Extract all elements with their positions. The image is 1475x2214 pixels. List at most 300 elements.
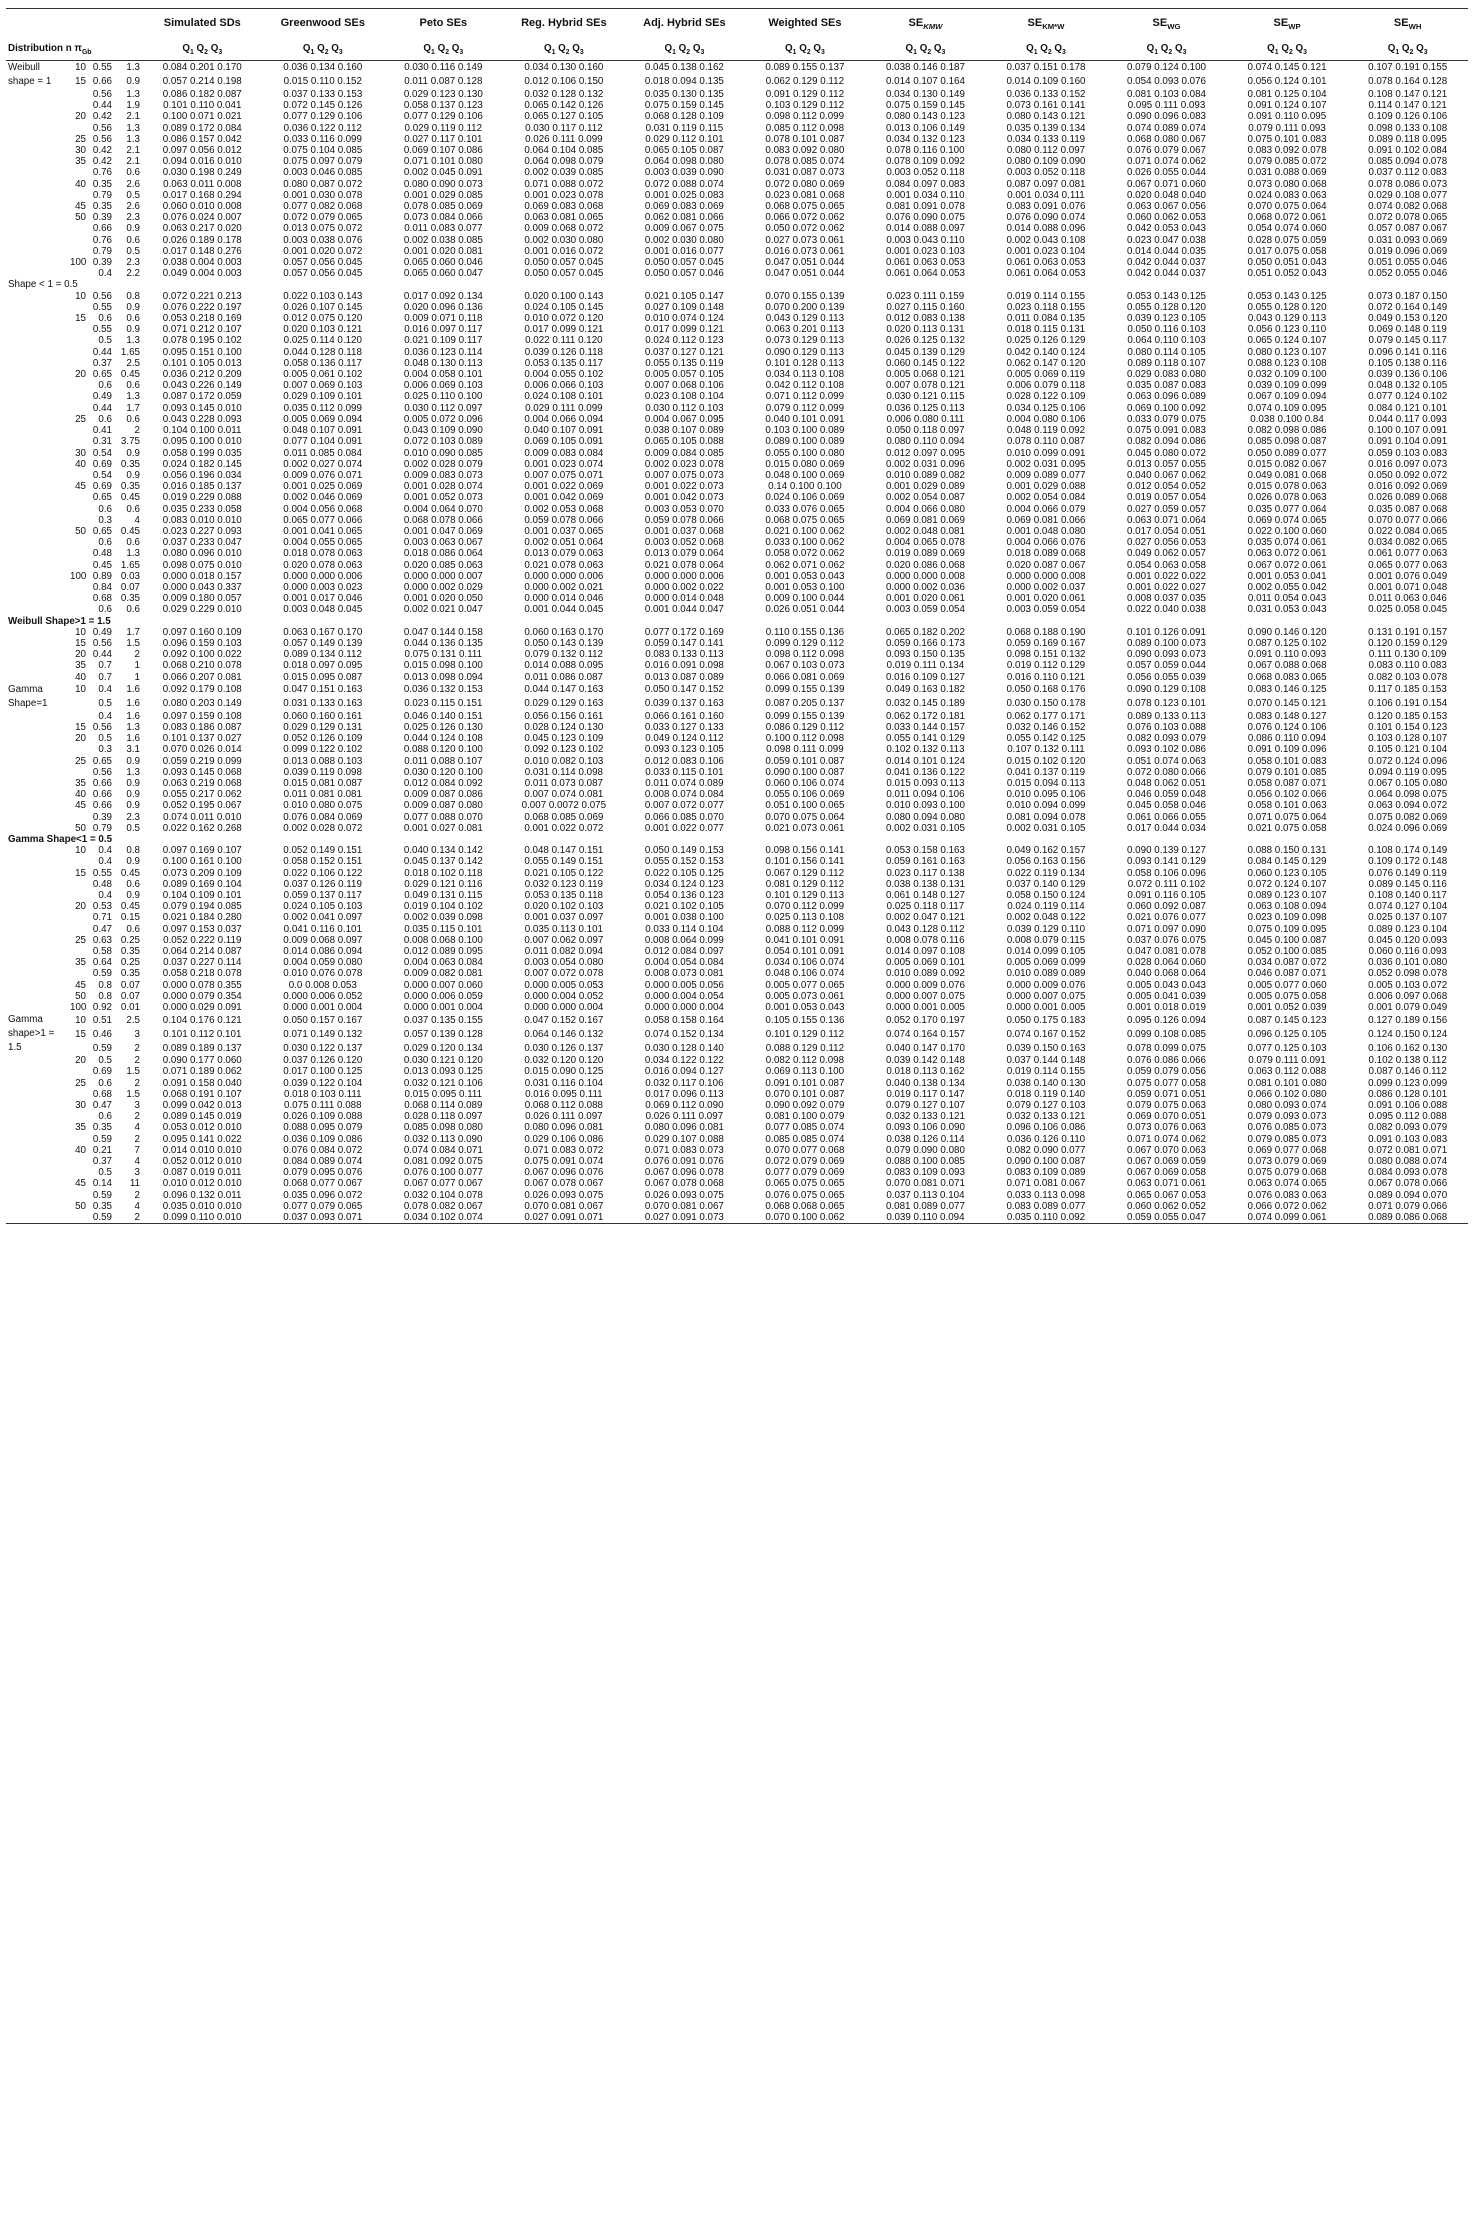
value-cell: 0.097 0.159 0.108 <box>162 710 242 722</box>
value-cell: 0.074 0.167 0.152 <box>1006 1028 1086 1040</box>
value-cell: 0.054 0.093 0.076 <box>1127 76 1207 88</box>
distribution-cell <box>6 1145 68 1156</box>
value-cell: 0.080 0.110 0.094 <box>886 436 965 448</box>
value-cell: 0.056 0.055 0.039 <box>1127 671 1207 683</box>
value-cell: 0.104 0.100 0.011 <box>163 425 242 437</box>
pi-cell: 0.66 <box>92 777 112 789</box>
n-cell <box>68 1156 88 1167</box>
value-cell: 0.027 0.059 0.057 <box>1127 503 1207 515</box>
value-cell: 0.042 0.044 0.037 <box>1127 257 1207 269</box>
distribution-cell <box>6 179 68 190</box>
col-header: Weighted SEs <box>768 16 842 29</box>
pi-cell: 0.56 <box>92 637 112 649</box>
value-cell: 0.090 0.100 0.087 <box>1006 1156 1086 1168</box>
value-cell: 0.067 0.105 0.080 <box>1368 777 1448 789</box>
value-cell: 0.000 0.002 0.037 <box>1006 581 1086 593</box>
value-cell: 0.021 0.109 0.117 <box>404 335 483 347</box>
value-cell: 0.018 0.115 0.131 <box>1006 324 1086 336</box>
value-cell: 0.084 0.097 0.083 <box>885 178 965 190</box>
value-cell: 0.101 0.112 0.101 <box>163 1028 242 1040</box>
value-cell: 0.008 0.074 0.084 <box>644 789 724 801</box>
distribution-cell <box>6 89 68 100</box>
value-cell: 0.069 0.074 0.065 <box>1247 514 1327 526</box>
value-cell: 0.063 0.011 0.008 <box>163 178 242 190</box>
param-cell: 0.45 <box>120 901 140 913</box>
value-cell: 0.000 0.029 0.091 <box>162 1002 242 1014</box>
value-cell: 0.097 0.160 0.109 <box>162 626 242 638</box>
value-cell: 0.069 0.148 0.119 <box>1368 324 1447 336</box>
quartile-subheader: $Q_1$ $Q_2$ $Q_3$ <box>1387 43 1428 57</box>
value-cell: 0.098 0.133 0.108 <box>1368 122 1448 134</box>
value-cell: 0.066 0.081 0.069 <box>765 671 845 683</box>
distribution-cell <box>6 111 68 122</box>
table-row <box>6 335 1468 346</box>
value-cell: 0.034 0.133 0.119 <box>1006 133 1086 145</box>
pi-cell: 0.8 <box>98 979 112 991</box>
value-cell: 0.012 0.083 0.138 <box>885 313 965 325</box>
value-cell: 0.026 0.111 0.097 <box>645 1111 724 1123</box>
value-cell: 0.057 0.056 0.045 <box>283 257 363 269</box>
value-cell: 0.059 0.147 0.141 <box>644 637 724 649</box>
value-cell: 0.010 0.094 0.099 <box>1006 800 1086 812</box>
value-cell: 0.037 0.076 0.075 <box>1127 934 1207 946</box>
value-cell: 0.034 0.130 0.160 <box>524 62 604 74</box>
table-row <box>6 1089 1468 1100</box>
value-cell: 0.084 0.093 0.078 <box>1368 1167 1448 1179</box>
value-cell: 0.014 0.086 0.094 <box>283 946 363 958</box>
value-cell: 0.071 0.074 0.062 <box>1127 156 1207 168</box>
value-cell: 0.030 0.112 0.097 <box>404 402 483 414</box>
value-cell: 0.001 0.017 0.046 <box>283 593 363 605</box>
pi-cell: 0.6 <box>98 604 112 616</box>
value-cell: 0.004 0.055 0.102 <box>524 369 604 381</box>
value-cell: 0.073 0.129 0.113 <box>765 335 845 347</box>
distribution-cell <box>6 425 68 436</box>
value-cell: 0.072 0.080 0.066 <box>1127 766 1207 778</box>
value-cell: 0.111 0.130 0.109 <box>1368 649 1447 661</box>
value-cell: 0.016 0.092 0.069 <box>1368 481 1448 493</box>
value-cell: 0.064 0.104 0.085 <box>524 145 604 157</box>
pi-cell: 0.68 <box>92 593 112 605</box>
value-cell: 0.001 0.053 0.100 <box>765 581 845 593</box>
value-cell: 0.058 0.101 0.083 <box>1247 755 1327 767</box>
value-cell: 0.068 0.112 0.088 <box>524 1100 603 1112</box>
value-cell: 0.043 0.228 0.093 <box>162 413 242 425</box>
value-cell: 0.004 0.066 0.076 <box>1006 537 1086 549</box>
value-cell: 0.089 0.172 0.084 <box>162 122 242 134</box>
value-cell: 0.035 0.110 0.092 <box>1006 1212 1086 1224</box>
value-cell: 0.010 0.095 0.106 <box>1006 789 1086 801</box>
table-row <box>6 1111 1468 1122</box>
n-cell <box>68 812 88 823</box>
value-cell: 0.073 0.076 0.063 <box>1127 1122 1207 1134</box>
value-cell: 0.073 0.187 0.150 <box>1368 290 1448 302</box>
value-cell: 0.099 0.123 0.099 <box>1368 1077 1448 1089</box>
n-cell: 30 <box>75 145 86 157</box>
value-cell: 0.099 0.155 0.139 <box>765 684 845 696</box>
pi-cell: 0.69 <box>92 1066 112 1078</box>
table-row <box>6 246 1468 257</box>
value-cell: 0.049 0.162 0.157 <box>1006 845 1086 857</box>
value-cell: 0.099 0.108 0.085 <box>1127 1028 1207 1040</box>
value-cell: 0.102 0.138 0.112 <box>1368 1055 1447 1067</box>
value-cell: 0.091 0.129 0.112 <box>765 89 845 100</box>
value-cell: 0.067 0.077 0.067 <box>403 1178 483 1190</box>
table-row <box>6 61 1468 76</box>
value-cell: 0.034 0.125 0.106 <box>1006 402 1086 414</box>
value-cell: 0.029 0.129 0.163 <box>524 698 604 710</box>
value-cell: 0.001 0.018 0.019 <box>1127 1002 1207 1014</box>
value-cell: 0.022 0.100 0.060 <box>1247 525 1327 537</box>
param-cell: 0.6 <box>126 923 140 935</box>
value-cell: 0.059 0.078 0.066 <box>524 514 604 526</box>
value-cell: 0.080 0.114 0.105 <box>1127 346 1206 358</box>
param-cell: 2 <box>134 1111 140 1123</box>
value-cell: 0.076 0.086 0.066 <box>1127 1055 1207 1067</box>
value-cell: 0.065 0.060 0.047 <box>403 268 483 280</box>
value-cell: 0.068 0.191 0.107 <box>162 1088 242 1100</box>
value-cell: 0.037 0.144 0.148 <box>1006 1055 1086 1067</box>
value-cell: 0.024 0.083 0.063 <box>1247 189 1327 201</box>
value-cell: 0.092 0.179 0.108 <box>162 684 242 696</box>
value-cell: 0.006 0.069 0.103 <box>403 380 483 392</box>
quartile-subheader: $Q_1$ $Q_2$ $Q_3$ <box>1267 43 1307 57</box>
n-cell: 35 <box>75 1122 86 1134</box>
value-cell: 0.009 0.087 0.080 <box>403 800 483 812</box>
value-cell: 0.076 0.085 0.073 <box>1247 1122 1327 1134</box>
value-cell: 0.091 0.158 0.040 <box>162 1077 242 1089</box>
param-cell: 1.65 <box>120 559 140 571</box>
distribution-cell <box>6 571 68 582</box>
distribution-cell <box>6 1156 68 1167</box>
value-cell: 0.022 0.106 0.122 <box>283 867 363 879</box>
value-cell: 0.021 0.078 0.064 <box>644 559 724 571</box>
n-cell: 40 <box>75 1144 86 1156</box>
pi-cell: 0.39 <box>92 811 112 823</box>
value-cell: 0.061 0.077 0.063 <box>1368 548 1448 560</box>
param-cell: 0.07 <box>120 979 140 991</box>
param-cell: 1.5 <box>126 1066 140 1078</box>
param-cell: 0.6 <box>126 234 140 246</box>
value-cell: 0.009 0.067 0.075 <box>644 223 724 235</box>
value-cell: 0.029 0.106 0.086 <box>524 1133 604 1145</box>
value-cell: 0.065 0.067 0.053 <box>1127 1189 1207 1201</box>
distribution-cell <box>6 778 68 789</box>
value-cell: 0.023 0.111 0.159 <box>886 290 965 302</box>
distribution-cell <box>6 868 68 879</box>
value-cell: 0.089 0.155 0.137 <box>765 62 845 74</box>
value-cell: 0.083 0.092 0.080 <box>765 145 845 157</box>
value-cell: 0.068 0.085 0.069 <box>524 811 604 823</box>
value-cell: 0.034 0.124 0.123 <box>644 878 724 890</box>
value-cell: 0.009 0.100 0.044 <box>765 593 845 605</box>
value-cell: 0.079 0.127 0.107 <box>885 1100 965 1112</box>
value-cell: 0.002 0.031 0.105 <box>1006 822 1086 834</box>
distribution-cell <box>6 515 68 526</box>
table-row <box>6 1156 1468 1167</box>
param-cell: 0.6 <box>126 313 140 325</box>
value-cell: 0.074 0.089 0.074 <box>1127 122 1207 134</box>
value-cell: 0.103 0.100 0.089 <box>765 425 845 437</box>
table-row <box>6 235 1468 246</box>
n-cell: 15 <box>75 313 86 325</box>
value-cell: 0.001 0.022 0.073 <box>644 481 724 493</box>
table-row <box>6 582 1468 593</box>
table-row <box>6 1167 1468 1178</box>
value-cell: 0.063 0.072 0.061 <box>1247 548 1327 560</box>
value-cell: 0.019 0.089 0.069 <box>885 548 965 560</box>
value-cell: 0.075 0.077 0.058 <box>1127 1077 1207 1089</box>
n-cell <box>68 1066 88 1077</box>
value-cell: 0.001 0.076 0.049 <box>1368 570 1448 582</box>
value-cell: 0.005 0.061 0.102 <box>283 369 363 381</box>
n-cell: 25 <box>75 133 86 145</box>
value-cell: 0.009 0.180 0.057 <box>162 593 242 605</box>
value-cell: 0.026 0.078 0.063 <box>1247 492 1327 504</box>
pi-cell: 0.53 <box>92 901 112 913</box>
table-row <box>6 324 1468 335</box>
n-cell <box>68 856 88 867</box>
value-cell: 0.090 0.177 0.060 <box>162 1055 242 1067</box>
param-cell: 0.6 <box>126 537 140 549</box>
value-cell: 0.038 0.100 0.84 <box>1250 413 1324 425</box>
value-cell: 0.044 0.117 0.093 <box>1368 413 1447 425</box>
pi-cell: 0.39 <box>92 212 112 224</box>
value-cell: 0.062 0.081 0.066 <box>644 212 724 224</box>
value-cell: 0.015 0.094 0.113 <box>1006 777 1086 789</box>
distribution-cell <box>6 991 68 1002</box>
value-cell: 0.039 0.126 0.118 <box>524 346 603 358</box>
distribution-cell <box>6 957 68 968</box>
value-cell: 0.017 0.148 0.276 <box>162 245 242 257</box>
value-cell: 0.050 0.057 0.045 <box>644 257 724 269</box>
value-cell: 0.071 0.079 0.066 <box>1368 1200 1448 1212</box>
value-cell: 0.072 0.124 0.107 <box>1247 878 1327 890</box>
table-row <box>6 767 1468 778</box>
value-cell: 0.002 0.048 0.081 <box>885 525 965 537</box>
value-cell: 0.045 0.080 0.072 <box>1127 447 1207 459</box>
table-row <box>6 470 1468 481</box>
table-row <box>6 436 1468 447</box>
distribution-cell <box>6 190 68 201</box>
value-cell: 0.078 0.082 0.067 <box>403 1200 483 1212</box>
n-cell: 10 <box>75 626 86 638</box>
value-cell: 0.001 0.030 0.078 <box>283 189 363 201</box>
distribution-cell <box>6 1089 68 1100</box>
value-cell: 0.002 0.021 0.047 <box>403 604 483 616</box>
param-cell: 0.9 <box>126 324 140 336</box>
distribution-cell <box>6 845 68 856</box>
param-cell: 0.6 <box>126 503 140 515</box>
value-cell: 0.084 0.089 0.074 <box>283 1156 363 1168</box>
value-cell: 0.018 0.119 0.140 <box>1006 1088 1086 1100</box>
value-cell: 0.041 0.101 0.091 <box>765 934 845 946</box>
value-cell: 0.091 0.102 0.084 <box>1368 145 1448 157</box>
value-cell: 0.002 0.039 0.085 <box>524 167 604 179</box>
distribution-cell <box>6 145 68 156</box>
distribution-cell: 1.5 <box>8 1042 22 1054</box>
param-cell: 0.35 <box>120 593 140 605</box>
value-cell: 0.084 0.121 0.101 <box>1368 402 1448 414</box>
value-cell: 0.039 0.123 0.105 <box>1127 313 1207 325</box>
table-row <box>6 369 1468 380</box>
value-cell: 0.002 0.053 0.068 <box>524 503 604 515</box>
value-cell: 0.043 0.128 0.112 <box>886 923 965 935</box>
value-cell: 0.058 0.137 0.123 <box>403 100 483 112</box>
distribution-cell <box>6 223 68 234</box>
value-cell: 0.077 0.125 0.103 <box>1247 1042 1327 1054</box>
value-cell: 0.091 0.110 0.095 <box>1247 111 1327 123</box>
param-cell: 0.45 <box>120 867 140 879</box>
value-cell: 0.070 0.077 0.066 <box>1368 514 1448 526</box>
value-cell: 0.025 0.118 0.117 <box>886 901 965 913</box>
value-cell: 0.095 0.141 0.022 <box>162 1133 242 1145</box>
value-cell: 0.039 0.136 0.106 <box>1368 369 1448 381</box>
value-cell: 0.069 0.083 0.069 <box>644 201 724 213</box>
table-row <box>6 789 1468 800</box>
value-cell: 0.000 0.000 0.004 <box>644 1002 724 1014</box>
value-cell: 0.029 0.121 0.116 <box>404 878 483 890</box>
distribution-cell <box>6 235 68 246</box>
param-cell: 0.25 <box>120 934 140 946</box>
value-cell: 0.030 0.120 0.100 <box>403 766 483 778</box>
pi-cell: 0.49 <box>92 391 112 403</box>
value-cell: 0.087 0.097 0.081 <box>1006 178 1086 190</box>
section-header-row <box>6 616 1468 627</box>
table-row <box>6 711 1468 722</box>
value-cell: 0.019 0.229 0.088 <box>162 492 242 504</box>
value-cell: 0.018 0.103 0.111 <box>284 1088 362 1100</box>
value-cell: 0.108 0.140 0.117 <box>1368 890 1447 902</box>
value-cell: 0.068 0.072 0.061 <box>1247 212 1327 224</box>
value-cell: 0.010 0.074 0.124 <box>644 313 724 325</box>
value-cell: 0.030 0.128 0.140 <box>644 1042 724 1054</box>
n-cell: 45 <box>75 1178 86 1190</box>
value-cell: 0.057 0.139 0.128 <box>403 1028 483 1040</box>
pi-cell: 0.5 <box>98 335 112 347</box>
value-cell: 0.059 0.161 0.163 <box>885 856 965 868</box>
param-cell: 0.45 <box>120 492 140 504</box>
value-cell: 0.053 0.143 0.125 <box>1127 290 1207 302</box>
value-cell: 0.032 0.104 0.078 <box>403 1189 483 1201</box>
value-cell: 0.038 0.138 0.131 <box>885 878 965 890</box>
table-body <box>6 61 1468 1224</box>
value-cell: 0.088 0.095 0.079 <box>283 1122 363 1134</box>
n-cell: 50 <box>75 990 86 1002</box>
value-cell: 0.056 0.102 0.066 <box>1247 789 1327 801</box>
value-cell: 0.000 0.004 0.054 <box>644 990 724 1002</box>
distribution-cell <box>6 1055 68 1066</box>
value-cell: 0.046 0.059 0.048 <box>1127 789 1207 801</box>
value-cell: 0.015 0.080 0.069 <box>765 458 845 470</box>
value-cell: 0.024 0.182 0.145 <box>162 458 242 470</box>
value-cell: 0.079 0.194 0.085 <box>162 901 242 913</box>
value-cell: 0.011 0.074 0.089 <box>645 777 724 789</box>
n-cell: 20 <box>75 369 86 381</box>
value-cell: 0.021 0.100 0.062 <box>765 525 845 537</box>
value-cell: 0.071 0.189 0.062 <box>162 1066 242 1078</box>
value-cell: 0.049 0.004 0.003 <box>162 268 242 280</box>
value-cell: 0.003 0.039 0.090 <box>644 167 724 179</box>
distribution-cell <box>6 812 68 823</box>
value-cell: 0.025 0.114 0.120 <box>283 335 362 347</box>
n-cell <box>68 358 88 369</box>
value-cell: 0.067 0.103 0.073 <box>765 660 845 672</box>
value-cell: 0.059 0.166 0.173 <box>885 637 965 649</box>
value-cell: 0.085 0.085 0.074 <box>765 1133 845 1145</box>
value-cell: 0.011 0.073 0.087 <box>524 777 603 789</box>
value-cell: 0.063 0.167 0.170 <box>283 626 363 638</box>
n-cell <box>68 504 88 515</box>
param-cell: 0.5 <box>126 822 140 834</box>
col-header-se-kmw: $SE_{KMW}$ <box>908 16 943 32</box>
value-cell: 0.003 0.048 0.045 <box>283 604 363 616</box>
param-cell: 0.07 <box>120 581 140 593</box>
value-cell: 0.050 0.149 0.153 <box>644 845 724 857</box>
value-cell: 0.035 0.233 0.058 <box>162 503 242 515</box>
pi-cell: 0.47 <box>92 1100 112 1112</box>
n-cell <box>68 912 88 923</box>
distribution-cell <box>6 744 68 755</box>
table-row <box>6 504 1468 515</box>
value-cell: 0.101 0.154 0.123 <box>1368 721 1448 733</box>
value-cell: 0.127 0.189 0.156 <box>1368 1014 1448 1026</box>
value-cell: 0.001 0.048 0.080 <box>1006 525 1086 537</box>
value-cell: 0.015 0.078 0.063 <box>1247 481 1327 493</box>
value-cell: 0.044 0.124 0.108 <box>403 733 483 745</box>
value-cell: 0.016 0.073 0.061 <box>765 245 845 257</box>
value-cell: 0.027 0.056 0.053 <box>1127 537 1207 549</box>
table-row <box>6 1100 1468 1111</box>
value-cell: 0.001 0.044 0.047 <box>644 604 724 616</box>
value-cell: 0.079 0.127 0.103 <box>1006 1100 1086 1112</box>
pi-cell: 0.4 <box>98 845 112 857</box>
table-row <box>6 1190 1468 1201</box>
value-cell: 0.072 0.080 0.069 <box>765 178 845 190</box>
value-cell: 0.017 0.099 0.121 <box>524 324 604 336</box>
value-cell: 0.024 0.108 0.101 <box>524 391 604 403</box>
n-cell: 20 <box>75 111 86 123</box>
value-cell: 0.028 0.118 0.097 <box>404 1111 483 1123</box>
value-cell: 0.086 0.157 0.042 <box>162 133 242 145</box>
value-cell: 0.018 0.113 0.162 <box>886 1066 965 1078</box>
value-cell: 0.075 0.111 0.088 <box>284 1100 362 1112</box>
value-cell: 0.014 0.088 0.097 <box>885 223 965 235</box>
distribution-cell <box>6 324 68 335</box>
value-cell: 0.001 0.052 0.039 <box>1247 1002 1327 1014</box>
pi-cell: 0.35 <box>92 1200 112 1212</box>
value-cell: 0.053 0.143 0.125 <box>1247 290 1327 302</box>
value-cell: 0.079 0.132 0.112 <box>524 649 603 661</box>
value-cell: 0.041 0.136 0.122 <box>885 766 965 778</box>
value-cell: 0.049 0.153 0.120 <box>1368 313 1448 325</box>
value-cell: 0.002 0.031 0.095 <box>1006 458 1086 470</box>
value-cell: 0.000 0.009 0.076 <box>885 979 965 991</box>
value-cell: 0.042 0.112 0.108 <box>765 380 845 392</box>
value-cell: 0.082 0.093 0.079 <box>1127 733 1207 745</box>
value-cell: 0.003 0.054 0.080 <box>524 957 604 969</box>
value-cell: 0.081 0.129 0.112 <box>765 878 845 890</box>
distribution-cell <box>6 593 68 604</box>
value-cell: 0.025 0.126 0.129 <box>1006 335 1086 347</box>
value-cell: 0.005 0.069 0.101 <box>885 957 965 969</box>
value-cell: 0.043 0.226 0.149 <box>162 380 242 392</box>
value-cell: 0.059 0.103 0.083 <box>1368 447 1448 459</box>
n-cell: 40 <box>75 671 86 683</box>
value-cell: 0.004 0.059 0.080 <box>283 957 363 969</box>
value-cell: 0.032 0.121 0.106 <box>403 1077 483 1089</box>
table-row <box>6 604 1468 615</box>
